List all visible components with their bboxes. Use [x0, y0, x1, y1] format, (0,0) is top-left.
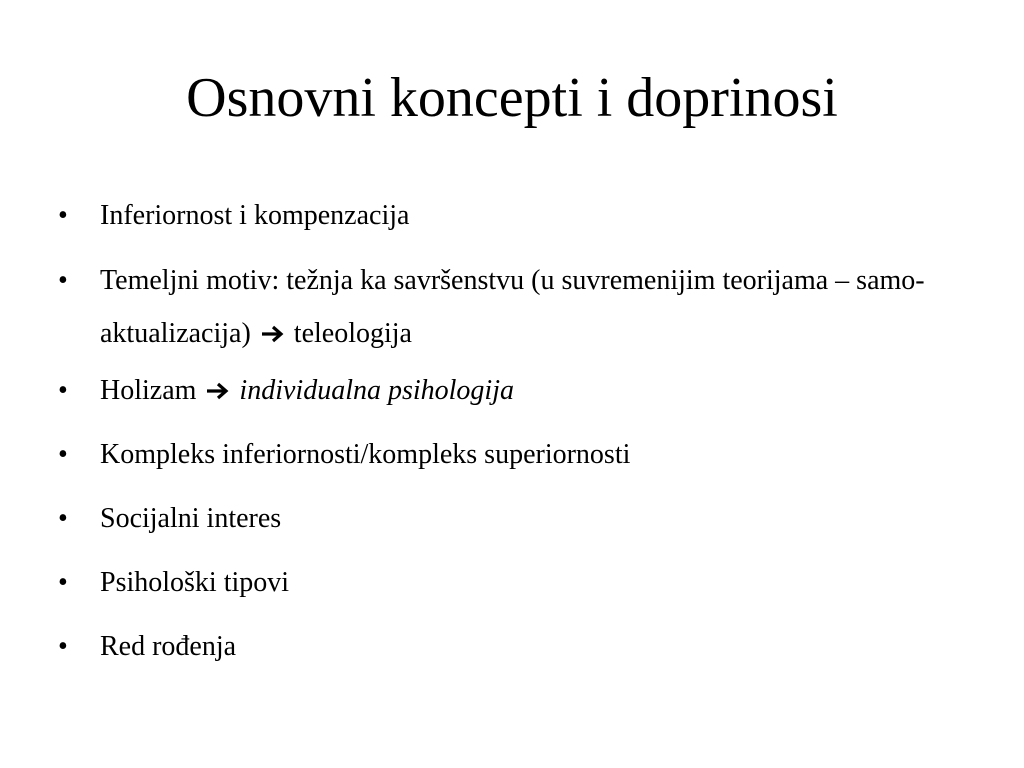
bullet-icon: •: [58, 631, 68, 662]
list-item-text: Kompleks inferiornosti/kompleks superiornosti: [100, 439, 631, 470]
bullet-icon: •: [58, 439, 68, 470]
list-item: [58, 196, 958, 236]
bullet-icon: •: [58, 567, 68, 598]
list-item-target-text: teleologija: [293, 318, 412, 349]
list-item: [58, 627, 958, 667]
bullet-icon: •: [58, 200, 68, 231]
bullet-list: [58, 196, 958, 691]
bullet-icon: •: [58, 265, 68, 296]
list-item-text: Temeljni motiv: težnja ka savršenstvu (u suvremenijim teorijama – samo-aktualizacija): [100, 265, 925, 349]
list-item-text: Holizam: [100, 375, 197, 406]
bullet-icon: •: [58, 503, 68, 534]
list-item: [58, 563, 958, 603]
list-item: [58, 371, 958, 411]
bullet-icon: •: [58, 375, 68, 406]
list-item-text: Socijalni interes: [100, 503, 282, 534]
list-item-text: Inferiornost i kompenzacija: [100, 200, 410, 231]
list-item-emphasis-text: individualna psihologija: [239, 375, 514, 406]
slide-title: Osnovni koncepti i doprinosi: [186, 67, 838, 129]
list-item: [58, 254, 958, 360]
list-item-text: Red rođenja: [100, 631, 237, 662]
right-arrow-icon: [205, 382, 231, 400]
list-item-text: Psihološki tipovi: [100, 567, 290, 598]
list-item: [58, 499, 958, 539]
list-item: [58, 435, 958, 475]
right-arrow-icon: [260, 325, 286, 343]
